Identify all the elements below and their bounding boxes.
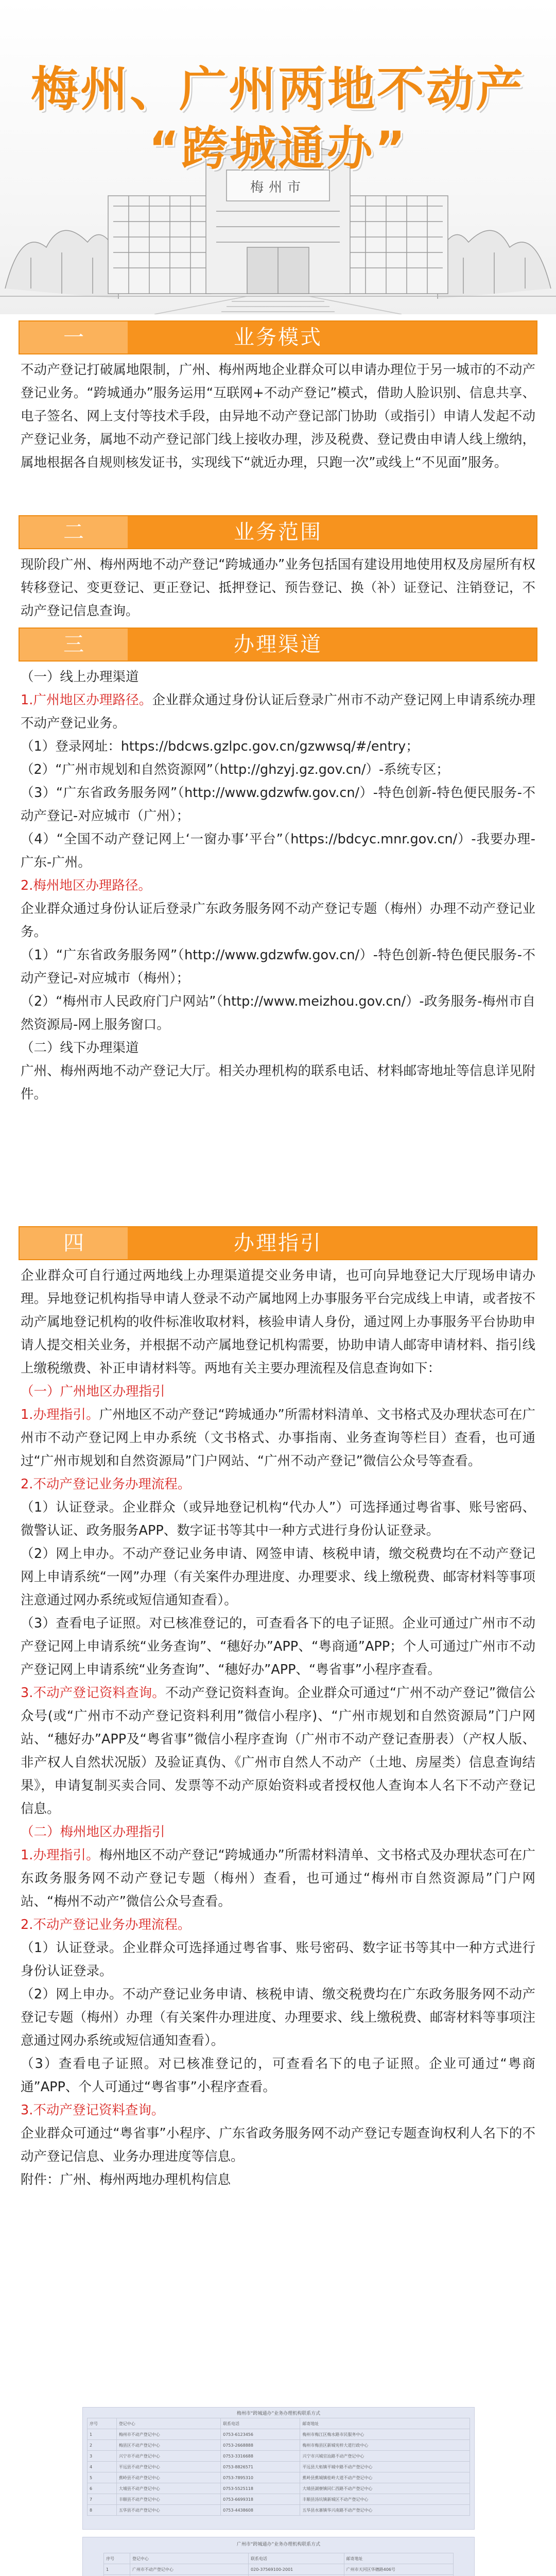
building-sign: 梅州市 xyxy=(250,180,306,195)
table-cell: 梅州市不动产登记中心 xyxy=(116,2429,220,2440)
table-cell: 梅州市梅县区新城宪梓大道行政中心 xyxy=(300,2440,470,2451)
offline-channel-heading: （二）线下办理渠道 xyxy=(21,1040,139,1056)
attachment-table-guangzhou xyxy=(82,2537,475,2576)
table-cell: 0753-6123456 xyxy=(221,2429,300,2440)
table-cell: 1 xyxy=(104,2564,130,2575)
gz-step2-heading: 2.不动产登记业务办理流程。 xyxy=(21,1477,191,1492)
guangzhou-path-text: 企业群众通过身份认证后登录广州市不动产登记网上申请系统办理不动产登记业务。 xyxy=(21,692,535,731)
table-cell: 梅州市梅江区梅水路市民服务中心 xyxy=(300,2429,470,2440)
gz-step2-3: （3）查看电子证照。对已核准登记的，可查看各下的电子证照。企业可通过广州市不动产登记网上申请系统“业务查询”、“穗好办”APP、“粤商通”APP；个人可通过广州市不动产登记网上申请系统“业务查询”、“穗好办”APP、“粤省事”小程序查看。 xyxy=(21,1616,535,1677)
table-cell: 大埔县不动产登记中心 xyxy=(116,2483,220,2494)
table-row xyxy=(88,2440,470,2451)
guangzhou-link-3: （3）“广东省政务服务网”（http://www.gdzwfw.gov.cn/）-特色创新-特色便民服务-不动产登记-对应城市（广州）； xyxy=(21,785,535,824)
section-number: 一 xyxy=(20,321,128,353)
gz-step2-1: （1）认证登录。企业群众（或异地登记机构“代办人”）可选择通过粤省事、账号密码、微警认证、政务服务APP、数字证书等其中一种方式进行身份认证登录。 xyxy=(21,1500,535,1538)
table-cell: 平远县不动产登记中心 xyxy=(116,2462,220,2472)
table-caption: 梅州市“跨城通办”业务办理机构联系方式 xyxy=(236,2411,321,2416)
table-cell: 广州市天河区华穗路406号 xyxy=(344,2564,453,2575)
table-cell: 0753-8826571 xyxy=(221,2462,300,2472)
section-number: 四 xyxy=(20,1227,128,1259)
gz-step2-2: （2）网上申办。不动产登记业务申请、网签申请、核税申请，缴交税费均在不动产登记网上申请系统“一网”办理（有关案件办理进度、办理要求、线上缴税费、邮寄材料等事项注意通过网办系统或短信通知查看）。 xyxy=(21,1546,535,1608)
table-header-cell: 序号 xyxy=(104,2553,130,2564)
mz-step2-2: （2）网上申办。不动产登记业务申请、核税申请、缴交税费均在广东政务服务网不动产登记专题（梅州）办理（有关案件办理进度、办理要求、线上缴税费、邮寄材料等事项注意通过网办系统或短信通知查看）。 xyxy=(21,1987,535,2048)
attachment-label: 附件：广州、梅州两地办理机构信息 xyxy=(21,2172,231,2188)
mz-step2-3: （3）查看电子证照。对已核准登记的，可查看名下的电子证照。企业可通过“粤商通”APP、个人可通过“粤省事”小程序查看。 xyxy=(21,2056,535,2095)
table-cell: 兴宁市兴城官汕路不动产登记中心 xyxy=(300,2451,470,2462)
section-title: 业务模式 xyxy=(234,326,322,349)
channels-text xyxy=(21,666,535,1106)
table-cell: 7 xyxy=(88,2494,117,2505)
business-mode-paragraph: 不动产登记打破属地限制，广州、梅州两地企业群众可以申请办理位于另一城市的不动产登记业务。“跨城通办”服务运用“互联网+不动产登记”模式，借助人脸识别、信息共享、电子签名、网上支付等技术手段，由异地不动产登记部门协助（或指引）申请人发起不动产登记业务，属地不动产登记部门线上接收办理，涉及税费、登记费由申请人线上缴纳，属地根据各自规则核发证书，实现线下“就近办理，只跑一次”或线上“不见面”服务。 xyxy=(21,362,535,470)
gz-step3: 3.不动产登记资料查询。不动产登记资料查询。企业群众可通过“广州不动产登记”微信公众号(或“广州市不动产登记资料利用”微信小程序)、“广州市规划和自然资源局”门户网站、“穗好办”APP及“粤省事”微信小程序查询（广州市不动产登记查册表）（产权人版、非产权人自然状况版）及验证真伪、《广州市自然人不动产（土地、房屋类）信息查询结果》，申请复制买卖合同、发票等不动产原始资料或者授权他人查询本人名下不动产登记信息。 xyxy=(21,1685,535,1817)
table-row xyxy=(104,2564,454,2575)
guangzhou-path xyxy=(21,689,535,735)
table-header-cell: 联系电话 xyxy=(221,2418,300,2429)
hero-title-line1: 梅州、广州两地不动产 xyxy=(30,62,525,117)
table-cell: 大埔县湖寮镇同仁西路不动产登记中心 xyxy=(300,2483,470,2494)
table-cell: 3 xyxy=(88,2451,117,2462)
table-cell: 4 xyxy=(88,2462,117,2472)
table-cell: 梅县区不动产登记中心 xyxy=(116,2440,220,2451)
table-cell: 0753-6699318 xyxy=(221,2494,300,2505)
section-banner-business-mode xyxy=(19,320,537,354)
mz-step3-text: 企业群众可通过“粤省事”小程序、广东省政务服务网不动产登记专题查询权利人名下的不动产登记信息、业务办理进度等信息。 xyxy=(21,2126,535,2164)
guangzhou-path-heading: 1.广州地区办理路径。 xyxy=(21,692,152,708)
mz-step3-heading: 3.不动产登记资料查询。 xyxy=(21,2103,165,2118)
table-cell: 五华县水寨镇华兴南路不动产登记中心 xyxy=(300,2505,470,2516)
table-header-cell: 登记中心 xyxy=(130,2553,248,2564)
table-row xyxy=(88,2505,470,2516)
section-banner-guide xyxy=(19,1226,537,1260)
hero-banner xyxy=(0,0,556,314)
table-row xyxy=(88,2451,470,2462)
mz-step2-heading: 2.不动产登记业务办理流程。 xyxy=(21,1917,191,1933)
table-cell: 五华县不动产登记中心 xyxy=(116,2505,220,2516)
online-channel-heading: （一）线上办理渠道 xyxy=(21,669,139,685)
table-cell: 0753-2668888 xyxy=(221,2440,300,2451)
section-title: 办理渠道 xyxy=(234,633,322,656)
guangzhou-link-2: （2）“广州市规划和自然资源网”（http://ghzyj.gz.gov.cn/）-系统专区； xyxy=(21,762,449,777)
guangzhou-table xyxy=(103,2553,454,2576)
table-cell: 6 xyxy=(88,2483,117,2494)
table-header-cell: 序号 xyxy=(88,2418,117,2429)
table-cell: 020-37569100-2001 xyxy=(249,2564,344,2575)
mz-step2-1: （1）认证登录。企业群众可选择通过粤省事、账号密码、数字证书等其中一种方式进行身份认证登录。 xyxy=(21,1940,535,1979)
business-mode-text xyxy=(21,359,535,474)
table-header-row xyxy=(104,2553,454,2564)
table-cell: 0753-5525118 xyxy=(221,2483,300,2494)
table-cell: 兴宁市不动产登记中心 xyxy=(116,2451,220,2462)
table-header-cell: 登记中心 xyxy=(116,2418,220,2429)
table-row xyxy=(88,2472,470,2483)
business-scope-text xyxy=(21,553,535,623)
table-cell: 蕉岭县蕉城镇桂岭大道不动产登记中心 xyxy=(300,2472,470,2483)
table-cell: 丰顺县不动产登记中心 xyxy=(116,2494,220,2505)
table-cell: 2 xyxy=(88,2440,117,2451)
table-header-cell: 邮寄地址 xyxy=(300,2418,470,2429)
attachment-table-meizhou xyxy=(82,2407,475,2530)
table-cell: 1 xyxy=(88,2429,117,2440)
table-caption: 广州市“跨城通办”业务办理机构联系方式 xyxy=(236,2542,321,2547)
table-cell: 0753-4438608 xyxy=(221,2505,300,2516)
meizhou-path-heading: 2.梅州地区办理路径。 xyxy=(21,878,151,893)
section-banner-business-scope xyxy=(19,515,537,549)
section-banner-channels xyxy=(19,628,537,662)
section-title: 业务范围 xyxy=(234,520,322,544)
guangzhou-guide-heading: （一）广州地区办理指引 xyxy=(21,1384,165,1399)
table-header-cell: 邮寄地址 xyxy=(344,2553,453,2564)
table-row xyxy=(88,2429,470,2440)
table-cell: 广州市不动产登记中心 xyxy=(130,2564,248,2575)
offline-channel-text: 广州、梅州两地不动产登记大厅。相关办理机构的联系电话、材料邮寄地址等信息详见附件。 xyxy=(21,1063,535,1102)
table-row xyxy=(88,2483,470,2494)
meizhou-link-1: （1）“广东省政务服务网”（http://www.gdzwfw.gov.cn/）-特色创新-特色便民服务-不动产登记-对应城市（梅州）； xyxy=(21,947,535,986)
table-row xyxy=(88,2494,470,2505)
meizhou-guide-heading: （二）梅州地区办理指引 xyxy=(21,1824,165,1840)
gz-step1: 1.办理指引。广州地区不动产登记“跨城通办”所需材料清单、文书格式及办理状态可在广州市不动产登记网上申办系统（文书格式、办事指南、业务查询等栏目）查看，也可通过“广州市规划和自然资源局”门户网站、“广州不动产登记”微信公众号等查看。 xyxy=(21,1407,535,1469)
table-cell: 0753-3316688 xyxy=(221,2451,300,2462)
table-cell: 0753-7895310 xyxy=(221,2472,300,2483)
hero-title-line2: “跨城通办” xyxy=(148,122,408,176)
table-cell: 丰顺县汤坑镇新城区不动产登记中心 xyxy=(300,2494,470,2505)
table-row xyxy=(88,2462,470,2472)
table-header-row xyxy=(88,2418,470,2429)
guide-intro: 企业群众可自行通过两地线上办理渠道提交业务申请，也可向异地登记大厅现场申请办理。异地登记机构指导申请人登录不动产属地网上办事服务平台完成线上申请，或者按不动产属地登记机构的收件标准收取材料，核验申请人身份，通过网上办事服务平台协助申请人提交相关业务，并根据不动产属地登记机构需要，协助申请人邮寄申请材料、指引线上缴税缴费、补正申请材料等。两地有关主要办理流程及信息查询如下： xyxy=(21,1268,535,1376)
guangzhou-link-1: （1）登录网址：https://bdcws.gzlpc.gov.cn/gzwwsq/#/entry； xyxy=(21,739,419,754)
meizhou-path-text: 企业群众通过身份认证后登录广东政务服务网不动产登记专题（梅州）办理不动产登记业务。 xyxy=(21,901,535,940)
guangzhou-link-4: （4）“全国不动产登记网上‘一窗办事’平台”（https://bdcyc.mnr.gov.cn/）-我要办理-广东-广州。 xyxy=(21,832,535,870)
table-cell: 8 xyxy=(88,2505,117,2516)
section-number: 二 xyxy=(20,516,128,548)
meizhou-table xyxy=(87,2418,470,2516)
table-cell: 平远县大柘镇平城中路不动产登记中心 xyxy=(300,2462,470,2472)
mz-step1: 1.办理指引。梅州地区不动产登记“跨城通办”所需材料清单、文书格式及办理状态可在广东政务服务网不动产登记专题（梅州）查看，也可通过“梅州市自然资源局”门户网站、“梅州不动产”微信公众号查看。 xyxy=(21,1848,535,1909)
section-number: 三 xyxy=(20,629,128,660)
table-cell: 蕉岭县不动产登记中心 xyxy=(116,2472,220,2483)
table-cell: 5 xyxy=(88,2472,117,2483)
section-title: 办理指引 xyxy=(234,1231,322,1255)
guide-text xyxy=(21,1264,535,2192)
meizhou-link-2: （2）“梅州市人民政府门户网站”（http://www.meizhou.gov.cn/）-政务服务-梅州市自然资源局-网上服务窗口。 xyxy=(21,994,535,1032)
business-scope-paragraph: 现阶段广州、梅州两地不动产登记“跨城通办”业务包括国有建设用地使用权及房屋所有权转移登记、变更登记、更正登记、抵押登记、预告登记、换（补）证登记、注销登记，不动产登记信息查询。 xyxy=(21,557,535,619)
table-header-cell: 联系电话 xyxy=(249,2553,344,2564)
